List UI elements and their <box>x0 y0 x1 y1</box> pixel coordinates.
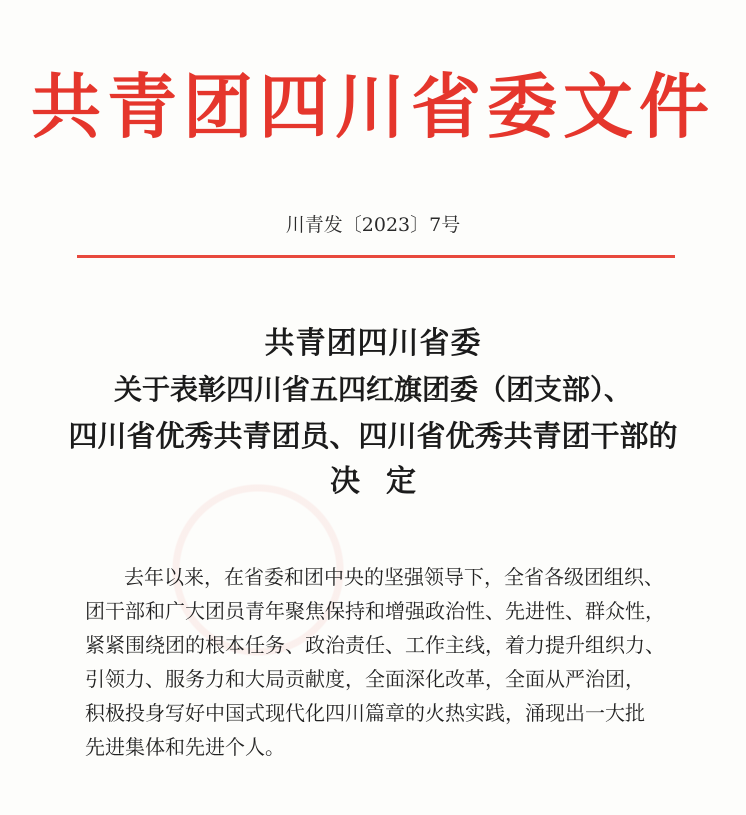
body-line: 引领力、服务力和大局贡献度，全面深化改革，全面从严治团， <box>85 667 645 691</box>
title-line-3: 四川省优秀共青团员、四川省优秀共青团干部的 <box>68 419 678 453</box>
body-line: 积极投身写好中国式现代化四川篇章的火热实践，涌现出一大批 <box>85 701 645 725</box>
body-line: 紧紧围绕团的根本任务、政治责任、工作主线，着力提升组织力、 <box>85 633 665 657</box>
document-masthead: 共青团四川省委文件 <box>31 66 715 148</box>
body-line: 团干部和广大团员青年聚焦保持和增强政治性、先进性、群众性， <box>85 599 665 623</box>
title-line-4: 决定 <box>330 464 442 499</box>
title-line-2: 关于表彰四川省五四红旗团委（团支部）、 <box>113 373 632 406</box>
title-line-1: 共青团四川省委 <box>264 326 482 361</box>
document-number: 川青发〔2023〕7号 <box>285 214 461 236</box>
body-line: 先进集体和先进个人。 <box>85 735 285 759</box>
red-divider-rule <box>77 255 675 258</box>
body-line: 去年以来，在省委和团中央的坚强领导下，全省各级团组织、 <box>124 565 664 589</box>
